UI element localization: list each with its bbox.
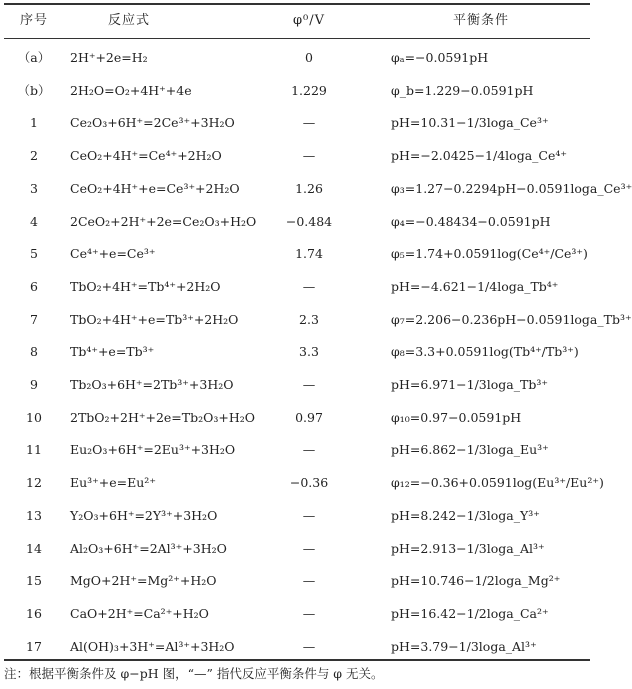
row-number: 8 bbox=[30, 344, 38, 360]
table-row bbox=[4, 533, 590, 565]
row-number: 1 bbox=[30, 115, 38, 131]
equilibrium-condition: pH=6.971−1/3loga_Tb³⁺ bbox=[391, 377, 548, 392]
reaction-formula: Y₂O₃+6H⁺=2Y³⁺+3H₂O bbox=[70, 507, 218, 523]
standard-potential: 1.26 bbox=[295, 180, 323, 196]
standard-potential: — bbox=[302, 605, 316, 621]
reaction-formula: Ce⁴⁺+e=Ce³⁺ bbox=[70, 246, 156, 262]
reaction-formula: 2TbO₂+2H⁺+2e=Tb₂O₃+H₂O bbox=[70, 409, 256, 425]
standard-potential: — bbox=[302, 442, 316, 458]
standard-potential: — bbox=[302, 573, 316, 589]
equilibrium-condition: φ_b=1.229−0.0591pH bbox=[391, 82, 534, 98]
row-number: 15 bbox=[26, 573, 42, 589]
reaction-formula: TbO₂+4H⁺=Tb⁴⁺+2H₂O bbox=[70, 278, 221, 294]
table-row bbox=[4, 631, 590, 663]
row-number: 9 bbox=[30, 377, 38, 392]
table-row bbox=[4, 467, 604, 499]
standard-potential: — bbox=[302, 540, 316, 556]
reaction-formula: TbO₂+4H⁺+e=Tb³⁺+2H₂O bbox=[70, 311, 239, 327]
table-row bbox=[4, 598, 590, 630]
equilibrium-condition: pH=−2.0425−1/4loga_Ce⁴⁺ bbox=[391, 148, 567, 164]
row-number: 12 bbox=[26, 475, 42, 491]
table-row bbox=[4, 42, 590, 74]
equilibrium-condition: pH=10.31−1/3loga_Ce³⁺ bbox=[391, 115, 549, 131]
row-number: （a） bbox=[17, 50, 51, 65]
table-row bbox=[4, 500, 590, 532]
standard-potential: 1.229 bbox=[291, 82, 327, 98]
reaction-formula: 2CeO₂+2H⁺+2e=Ce₂O₃+H₂O bbox=[70, 213, 257, 229]
row-number: 10 bbox=[26, 409, 42, 425]
table-row bbox=[4, 565, 590, 597]
standard-potential: — bbox=[302, 507, 316, 523]
equilibrium-condition: φ₄=−0.48434−0.0591pH bbox=[391, 213, 551, 229]
header-no: 序号 bbox=[19, 13, 48, 28]
equilibrium-condition: pH=10.746−1/2loga_Mg²⁺ bbox=[391, 573, 561, 589]
row-number: 17 bbox=[26, 638, 42, 654]
reaction-formula: Al(OH)₃+3H⁺=Al³⁺+3H₂O bbox=[70, 638, 235, 654]
equilibrium-condition: φ₇=2.206−0.236pH−0.0591loga_Tb³⁺ bbox=[391, 311, 632, 327]
reaction-formula: 2H₂O=O₂+4H⁺+4e bbox=[70, 82, 192, 98]
reaction-formula: CeO₂+4H⁺=Ce⁴⁺+2H₂O bbox=[70, 148, 222, 164]
row-number: 16 bbox=[26, 605, 42, 621]
standard-potential: 1.74 bbox=[295, 246, 323, 262]
table-header bbox=[4, 5, 590, 37]
row-number: 11 bbox=[26, 442, 42, 458]
row-number: 7 bbox=[30, 311, 38, 327]
equilibrium-condition: pH=−4.621−1/4loga_Tb⁴⁺ bbox=[391, 278, 559, 294]
reaction-formula: Tb₂O₃+6H⁺=2Tb³⁺+3H₂O bbox=[70, 377, 234, 392]
table-row bbox=[4, 336, 590, 368]
row-number: 2 bbox=[30, 148, 38, 164]
standard-potential: 2.3 bbox=[299, 311, 319, 327]
table-row bbox=[4, 369, 590, 401]
equilibrium-condition: φ₃=1.27−0.2294pH−0.0591loga_Ce³⁺ bbox=[391, 180, 632, 196]
table-row bbox=[4, 75, 590, 107]
equilibrium-condition: φ₈=3.3+0.0591log(Tb⁴⁺/Tb³⁺) bbox=[391, 344, 579, 360]
reaction-formula: MgO+2H⁺=Mg²⁺+H₂O bbox=[70, 573, 217, 589]
equilibrium-condition: pH=6.862−1/3loga_Eu³⁺ bbox=[391, 442, 549, 458]
table-row bbox=[4, 304, 632, 336]
reaction-formula: Al₂O₃+6H⁺=2Al³⁺+3H₂O bbox=[70, 540, 227, 556]
reaction-formula: CaO+2H⁺=Ca²⁺+H₂O bbox=[70, 605, 209, 621]
header-potential: φ⁰/V bbox=[292, 13, 326, 28]
row-number: 6 bbox=[30, 278, 38, 294]
reaction-formula: Eu³⁺+e=Eu²⁺ bbox=[70, 475, 156, 491]
table-row bbox=[4, 271, 590, 303]
row-number: 13 bbox=[26, 507, 42, 523]
header-condition: 平衡条件 bbox=[452, 13, 509, 28]
row-number: 14 bbox=[26, 540, 42, 556]
equilibrium-condition: φ₁₀=0.97−0.0591pH bbox=[391, 409, 522, 425]
table-row bbox=[4, 238, 590, 270]
bottom-rule bbox=[4, 659, 590, 661]
table-row bbox=[4, 107, 590, 139]
reaction-formula: Eu₂O₃+6H⁺=2Eu³⁺+3H₂O bbox=[70, 442, 236, 458]
standard-potential: −0.36 bbox=[289, 475, 329, 491]
standard-potential: 0 bbox=[305, 50, 313, 65]
equilibrium-condition: pH=2.913−1/3loga_Al³⁺ bbox=[391, 540, 545, 556]
table-row bbox=[4, 140, 590, 172]
table-row bbox=[4, 173, 632, 205]
equilibrium-condition: pH=8.242−1/3loga_Y³⁺ bbox=[391, 507, 540, 523]
equilibrium-condition: φ₅=1.74+0.0591log(Ce⁴⁺/Ce³⁺) bbox=[391, 246, 588, 262]
standard-potential: 3.3 bbox=[299, 344, 319, 360]
table-row bbox=[4, 402, 590, 434]
reaction-formula: CeO₂+4H⁺+e=Ce³⁺+2H₂O bbox=[70, 180, 240, 196]
standard-potential: — bbox=[302, 148, 316, 164]
row-number: 3 bbox=[30, 180, 38, 196]
equilibrium-condition: pH=16.42−1/2loga_Ca²⁺ bbox=[391, 605, 549, 621]
standard-potential: 0.97 bbox=[295, 409, 323, 425]
reaction-formula: Ce₂O₃+6H⁺=2Ce³⁺+3H₂O bbox=[70, 115, 235, 131]
equilibrium-condition: φ₁₂=−0.36+0.0591log(Eu³⁺/Eu²⁺) bbox=[391, 475, 604, 491]
reaction-formula: Tb⁴⁺+e=Tb³⁺ bbox=[70, 344, 155, 360]
table-row bbox=[4, 206, 590, 238]
table-row bbox=[4, 434, 590, 466]
header-rule bbox=[4, 38, 590, 39]
reaction-formula: 2H⁺+2e=H₂ bbox=[70, 50, 148, 65]
standard-potential: — bbox=[302, 377, 316, 392]
standard-potential: — bbox=[302, 278, 316, 294]
equilibrium-condition: pH=3.79−1/3loga_Al³⁺ bbox=[391, 638, 537, 654]
standard-potential: −0.484 bbox=[285, 213, 333, 229]
standard-potential: — bbox=[302, 115, 316, 131]
equilibrium-condition: φₐ=−0.0591pH bbox=[391, 50, 489, 65]
row-number: 5 bbox=[30, 246, 38, 262]
row-number: （b） bbox=[17, 82, 51, 98]
footnote: 注：根据平衡条件及 φ−pH 图，“—” 指代反应平衡条件与 φ 无关。 bbox=[4, 666, 384, 681]
header-reaction: 反应式 bbox=[108, 13, 151, 28]
row-number: 4 bbox=[30, 213, 38, 229]
standard-potential: — bbox=[302, 638, 316, 654]
